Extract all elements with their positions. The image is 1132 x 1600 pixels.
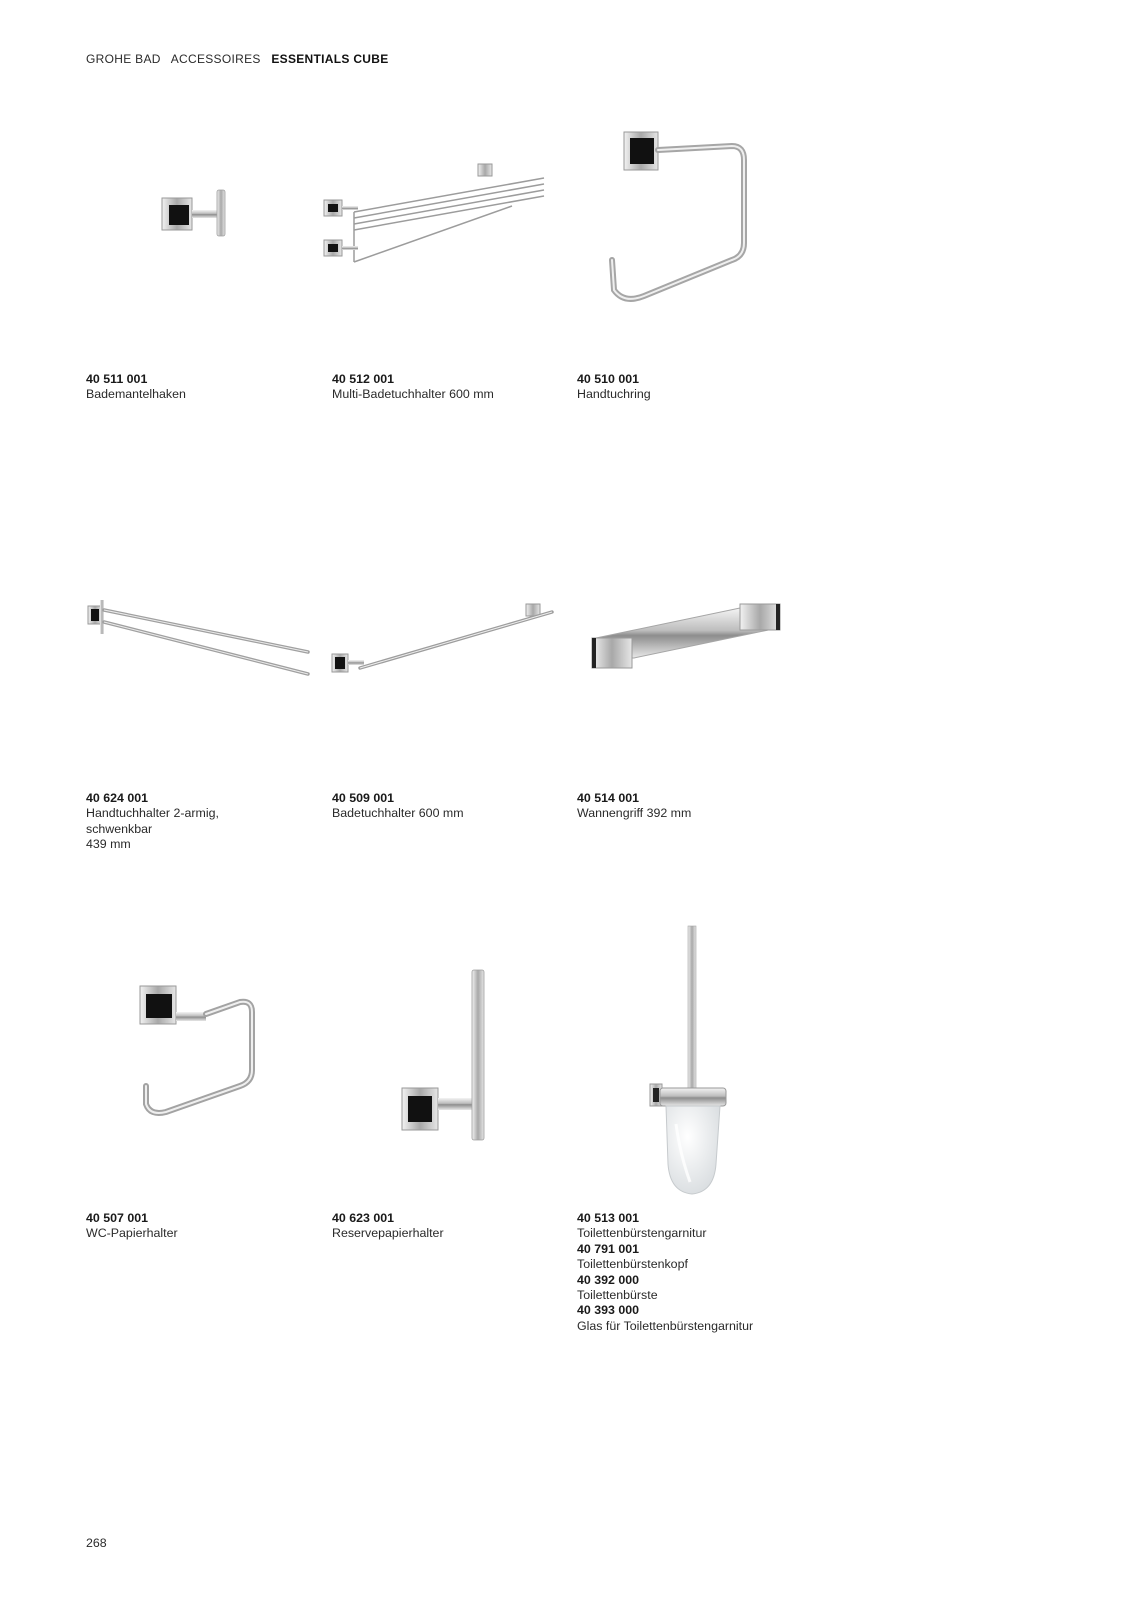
product-name: Badetuchhalter 600 mm bbox=[332, 806, 464, 821]
product-caption-8 bbox=[332, 1211, 444, 1242]
towel-ring-image bbox=[604, 128, 754, 308]
towel-rail-image bbox=[330, 602, 556, 678]
bath-grip-image bbox=[590, 600, 786, 680]
toilet-brush-set-image bbox=[646, 924, 736, 1196]
product-name-line: Handtuchhalter 2-armig, bbox=[86, 806, 219, 821]
product-code: 40 624 001 bbox=[86, 791, 149, 805]
breadcrumb-category: ACCESSOIRES bbox=[170, 52, 261, 66]
page-number: 268 bbox=[86, 1536, 107, 1550]
product-code: 40 513 001 bbox=[577, 1211, 640, 1225]
towel-shelf-image bbox=[322, 160, 552, 270]
product-caption-3 bbox=[577, 372, 651, 403]
spare-paper-holder-image bbox=[400, 968, 500, 1148]
product-caption-4 bbox=[86, 791, 219, 853]
product-code: 40 507 001 bbox=[86, 1211, 149, 1225]
product-code: 40 511 001 bbox=[86, 372, 148, 386]
breadcrumb bbox=[86, 52, 396, 66]
product-name: Multi-Badetuchhalter 600 mm bbox=[332, 387, 494, 402]
product-caption-6 bbox=[577, 791, 691, 822]
product-caption-7 bbox=[86, 1211, 178, 1242]
product-code: 40 509 001 bbox=[332, 791, 395, 805]
product-code: 40 514 001 bbox=[577, 791, 640, 805]
product-name: Reservepapierhalter bbox=[332, 1226, 444, 1241]
part-code: 40 393 000 bbox=[577, 1303, 640, 1318]
part-name: Toilettenbürste bbox=[577, 1288, 658, 1303]
product-name: Handtuchring bbox=[577, 387, 651, 402]
part-name: Toilettenbürstenkopf bbox=[577, 1257, 688, 1272]
breadcrumb-series: ESSENTIALS CUBE bbox=[271, 52, 389, 66]
product-name: Wannengriff 392 mm bbox=[577, 806, 692, 821]
product-name: Toilettenbürstengarnitur bbox=[577, 1226, 707, 1241]
product-caption-2 bbox=[332, 372, 494, 403]
part-name: Glas für Toilettenbürstengarnitur bbox=[577, 1318, 754, 1333]
part-code: 40 791 001 bbox=[577, 1241, 640, 1256]
part-code: 40 392 000 bbox=[577, 1272, 640, 1287]
product-name: Bademantelhaken bbox=[86, 387, 186, 402]
robe-hook-image bbox=[160, 188, 230, 238]
product-caption-1 bbox=[86, 372, 186, 403]
product-code: 40 623 001 bbox=[332, 1211, 395, 1225]
product-name-line: schwenkbar bbox=[86, 821, 153, 836]
double-towel-rail-image bbox=[86, 598, 312, 678]
product-caption-9 bbox=[577, 1211, 753, 1334]
paper-holder-image bbox=[136, 982, 266, 1132]
product-name-line: 439 mm bbox=[86, 837, 131, 852]
product-name: WC-Papierhalter bbox=[86, 1226, 178, 1241]
breadcrumb-brand: GROHE BAD bbox=[86, 52, 161, 66]
product-code: 40 512 001 bbox=[332, 372, 395, 386]
product-caption-5 bbox=[332, 791, 464, 822]
product-code: 40 510 001 bbox=[577, 372, 640, 386]
